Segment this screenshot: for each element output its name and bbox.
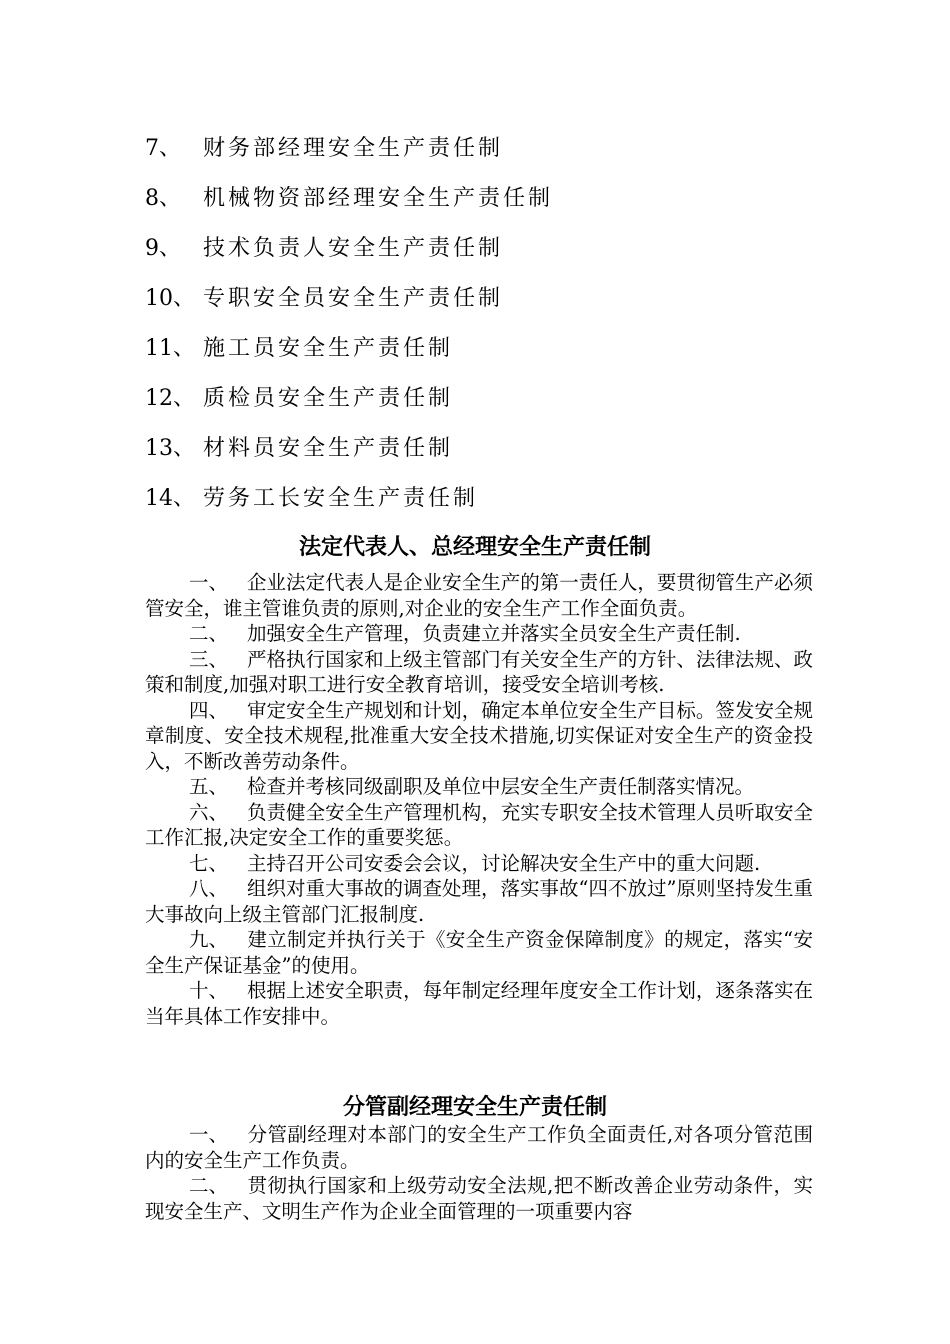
toc-item xyxy=(145,232,845,282)
toc-list xyxy=(145,132,845,532)
clause-text: 主持召开公司安委会会议，讨论解决安全生产中的重大问题. xyxy=(247,851,761,875)
clause-text: 企业法定代表人是企业安全生产的第一责任人，要贯彻管生产必须管安全，谁主管谁负责的原则,对企业的安全生产工作全面负责。 xyxy=(145,571,813,620)
clause-number: 八、 xyxy=(189,877,229,900)
clause-paragraph xyxy=(145,851,813,877)
clause-number: 一、 xyxy=(189,571,229,594)
section-body-legal-representative xyxy=(145,570,813,1029)
clause-number: 九、 xyxy=(189,928,229,951)
clause-number: 一、 xyxy=(189,1123,229,1146)
clause-number: 二、 xyxy=(189,1174,229,1197)
clause-paragraph xyxy=(145,570,813,621)
toc-text: 施工员安全生产责任制 xyxy=(203,336,454,361)
clause-number: 十、 xyxy=(189,979,229,1002)
clause-text: 贯彻执行国家和上级劳动安全法规,把不断改善企业劳动条件，实现安全生产、文明生产作为企业全面管理的一项重要内容 xyxy=(145,1174,813,1223)
section-title-legal-representative: 法定代表人、总经理安全生产责任制 xyxy=(298,535,651,560)
clause-paragraph xyxy=(145,1122,813,1173)
toc-item xyxy=(145,332,845,382)
toc-text: 劳务工长安全生产责任制 xyxy=(203,486,479,511)
toc-item xyxy=(145,432,845,482)
toc-item xyxy=(145,182,845,232)
section-body-deputy-manager xyxy=(145,1122,813,1224)
clause-text: 负责健全安全生产管理机构，充实专职安全技术管理人员听取安全工作汇报,决定安全工作的重要奖惩。 xyxy=(145,800,813,849)
clause-number: 七、 xyxy=(189,851,229,875)
clause-paragraph xyxy=(145,647,813,698)
clause-text: 建立制定并执行关于《安全生产资金保障制度》的规定，落实“安全生产保证基金”的使用。 xyxy=(145,928,813,977)
toc-text: 财务部经理安全生产责任制 xyxy=(203,136,504,161)
toc-number: 10、 xyxy=(145,286,195,311)
clause-text: 组织对重大事故的调查处理，落实事故“四不放过”原则坚持发生重大事故向上级主管部门汇报制度. xyxy=(145,877,813,926)
clause-paragraph xyxy=(145,774,813,800)
clause-text: 检查并考核同级副职及单位中层安全生产责任制落实情况。 xyxy=(247,775,755,798)
toc-text: 材料员安全生产责任制 xyxy=(203,436,454,461)
clause-paragraph xyxy=(145,978,813,1029)
toc-item xyxy=(145,382,845,432)
toc-item xyxy=(145,482,845,532)
clause-number: 三、 xyxy=(189,647,229,671)
toc-text: 质检员安全生产责任制 xyxy=(203,386,454,411)
clause-text: 审定安全生产规划和计划，确定本单位安全生产目标。签发安全规章制度、安全技术规程,批准重大安全技术措施,切实保证对安全生产的资金投入，不断改善劳动条件。 xyxy=(145,698,813,773)
clause-number: 六、 xyxy=(189,800,229,824)
clause-text: 根据上述安全职责，每年制定经理年度安全工作计划，逐条落实在当年具体工作安排中。 xyxy=(145,979,813,1028)
toc-item xyxy=(145,282,845,332)
toc-number: 13、 xyxy=(145,436,195,461)
clause-number: 四、 xyxy=(189,698,229,722)
toc-number: 14、 xyxy=(145,486,195,511)
toc-item xyxy=(145,132,845,182)
clause-number: 五、 xyxy=(189,775,229,798)
toc-number: 8、 xyxy=(145,186,181,211)
clause-number: 二、 xyxy=(189,622,229,645)
clause-text: 加强安全生产管理，负责建立并落实全员安全生产责任制. xyxy=(247,622,741,645)
clause-paragraph xyxy=(145,927,813,978)
clause-paragraph xyxy=(145,1173,813,1224)
toc-text: 机械物资部经理安全生产责任制 xyxy=(203,186,554,211)
toc-number: 7、 xyxy=(145,136,181,161)
toc-text: 技术负责人安全生产责任制 xyxy=(203,236,504,261)
toc-number: 9、 xyxy=(145,236,181,261)
toc-number: 12、 xyxy=(145,386,195,411)
clause-text: 严格执行国家和上级主管部门有关安全生产的方针、法律法规、政策和制度,加强对职工进行安全教育培训，接受安全培训考核. xyxy=(145,647,813,696)
section-title-deputy-manager: 分管副经理安全生产责任制 xyxy=(342,1095,607,1120)
toc-text: 专职安全员安全生产责任制 xyxy=(203,286,504,311)
clause-paragraph xyxy=(145,876,813,927)
toc-number: 11、 xyxy=(145,336,195,361)
clause-paragraph xyxy=(145,621,813,647)
clause-paragraph xyxy=(145,800,813,851)
clause-text: 分管副经理对本部门的安全生产工作负全面责任,对各项分管范围内的安全生产工作负责。 xyxy=(145,1123,813,1172)
clause-paragraph xyxy=(145,698,813,775)
